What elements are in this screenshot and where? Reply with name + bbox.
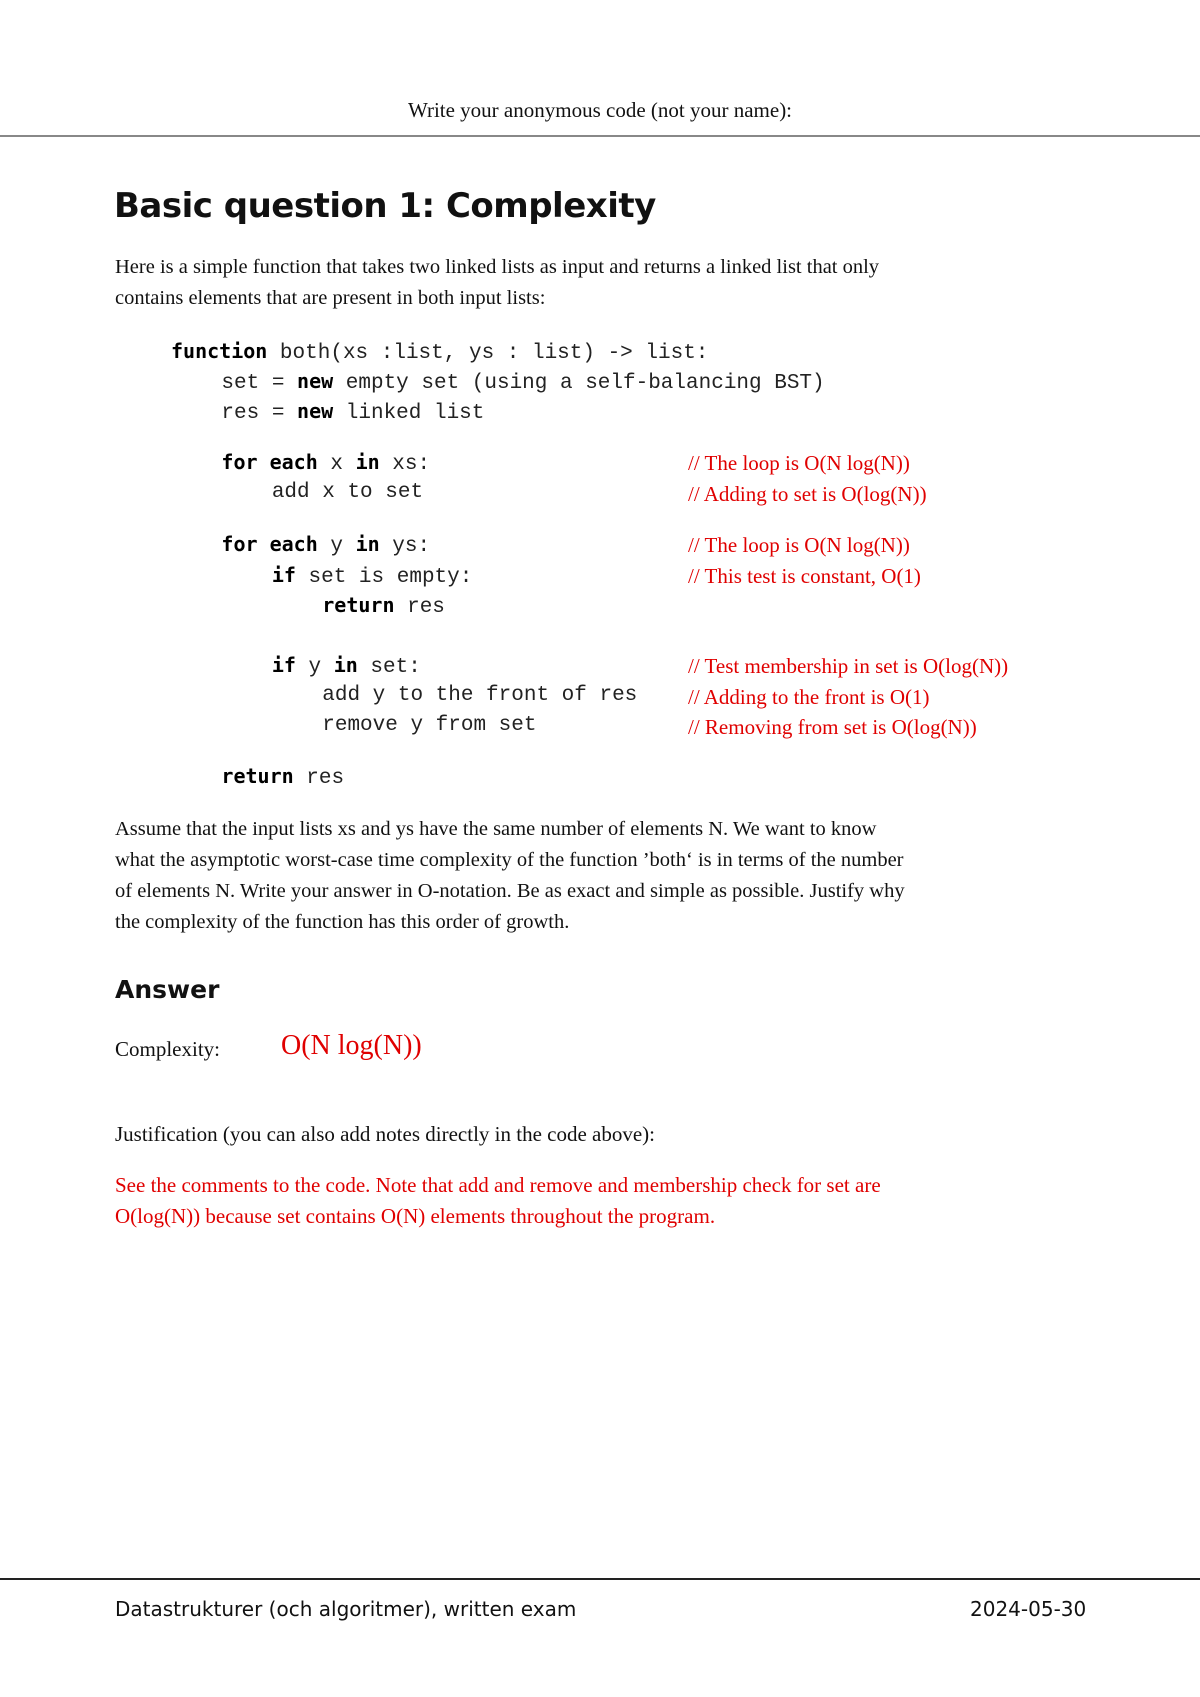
anonymous-code-header: Write your anonymous code (not your name):	[407, 98, 793, 122]
justification-answer[interactable]	[115, 1170, 1075, 1232]
assume-line-4: the complexity of the function has this order of growth.	[115, 911, 570, 933]
code-line-5: add x to set	[271, 481, 424, 504]
justification-line-1: See the comments to the code. Note that add and remove and membership check for set are	[115, 1173, 881, 1197]
assume-line-3: of elements N. Write your answer in O-notation. Be as exact and simple as possible. Justify why	[115, 880, 905, 902]
assume-line-1: Assume that the input lists xs and ys have the same number of elements N. We want to know	[115, 818, 877, 840]
code-line-8: return res	[322, 593, 445, 619]
code-line-10: add y to the front of res	[322, 684, 638, 707]
code-comment-9: // Test membership in set is O(log(N))	[688, 654, 1009, 678]
top-divider	[0, 135, 1200, 137]
code-comment-7: // This test is constant, O(1)	[688, 564, 921, 588]
justification-line-2: O(log(N)) because set contains O(N) elements throughout the program.	[115, 1204, 716, 1228]
assume-line-2: what the asymptotic worst-case time complexity of the function ’both‘ is in terms of the number	[115, 849, 904, 871]
code-line-7: if set is empty:	[271, 563, 473, 589]
answer-heading: Answer	[115, 975, 220, 1004]
assumption-paragraph	[115, 814, 1075, 938]
code-comment-5: // Adding to set is O(log(N))	[688, 482, 927, 506]
footer-course: Datastrukturer (och algoritmer), written exam	[115, 1597, 577, 1621]
intro-paragraph	[115, 252, 1075, 314]
code-comment-4: // The loop is O(N log(N))	[688, 451, 910, 475]
code-line-4: for each x in xs:	[221, 450, 431, 476]
code-comment-10: // Adding to the front is O(1)	[688, 685, 930, 709]
code-line-1: function both(xs :list, ys : list) -> list:	[171, 339, 709, 365]
justification-label: Justification (you can also add notes directly in the code above):	[115, 1122, 656, 1146]
code-comment-11: // Removing from set is O(log(N))	[688, 715, 977, 739]
complexity-answer[interactable]: O(N log(N))	[281, 1030, 422, 1061]
complexity-label: Complexity:	[115, 1037, 220, 1061]
code-line-9: if y in set:	[271, 653, 421, 679]
intro-line-1: Here is a simple function that takes two linked lists as input and returns a linked list that only	[115, 256, 880, 278]
footer-date: 2024-05-30	[970, 1597, 1087, 1621]
code-line-3: res = new linked list	[171, 399, 485, 425]
question-title: Basic question 1: Complexity	[114, 186, 656, 226]
code-line-11: remove y from set	[322, 714, 537, 737]
code-comment-6: // The loop is O(N log(N))	[688, 533, 910, 557]
intro-line-2: contains elements that are present in both input lists:	[115, 287, 546, 309]
code-line-6: for each y in ys:	[221, 532, 431, 558]
code-line-2: set = new empty set (using a self-balancing BST)	[171, 369, 825, 395]
code-line-12: return res	[221, 764, 345, 790]
bottom-divider	[0, 1578, 1200, 1580]
